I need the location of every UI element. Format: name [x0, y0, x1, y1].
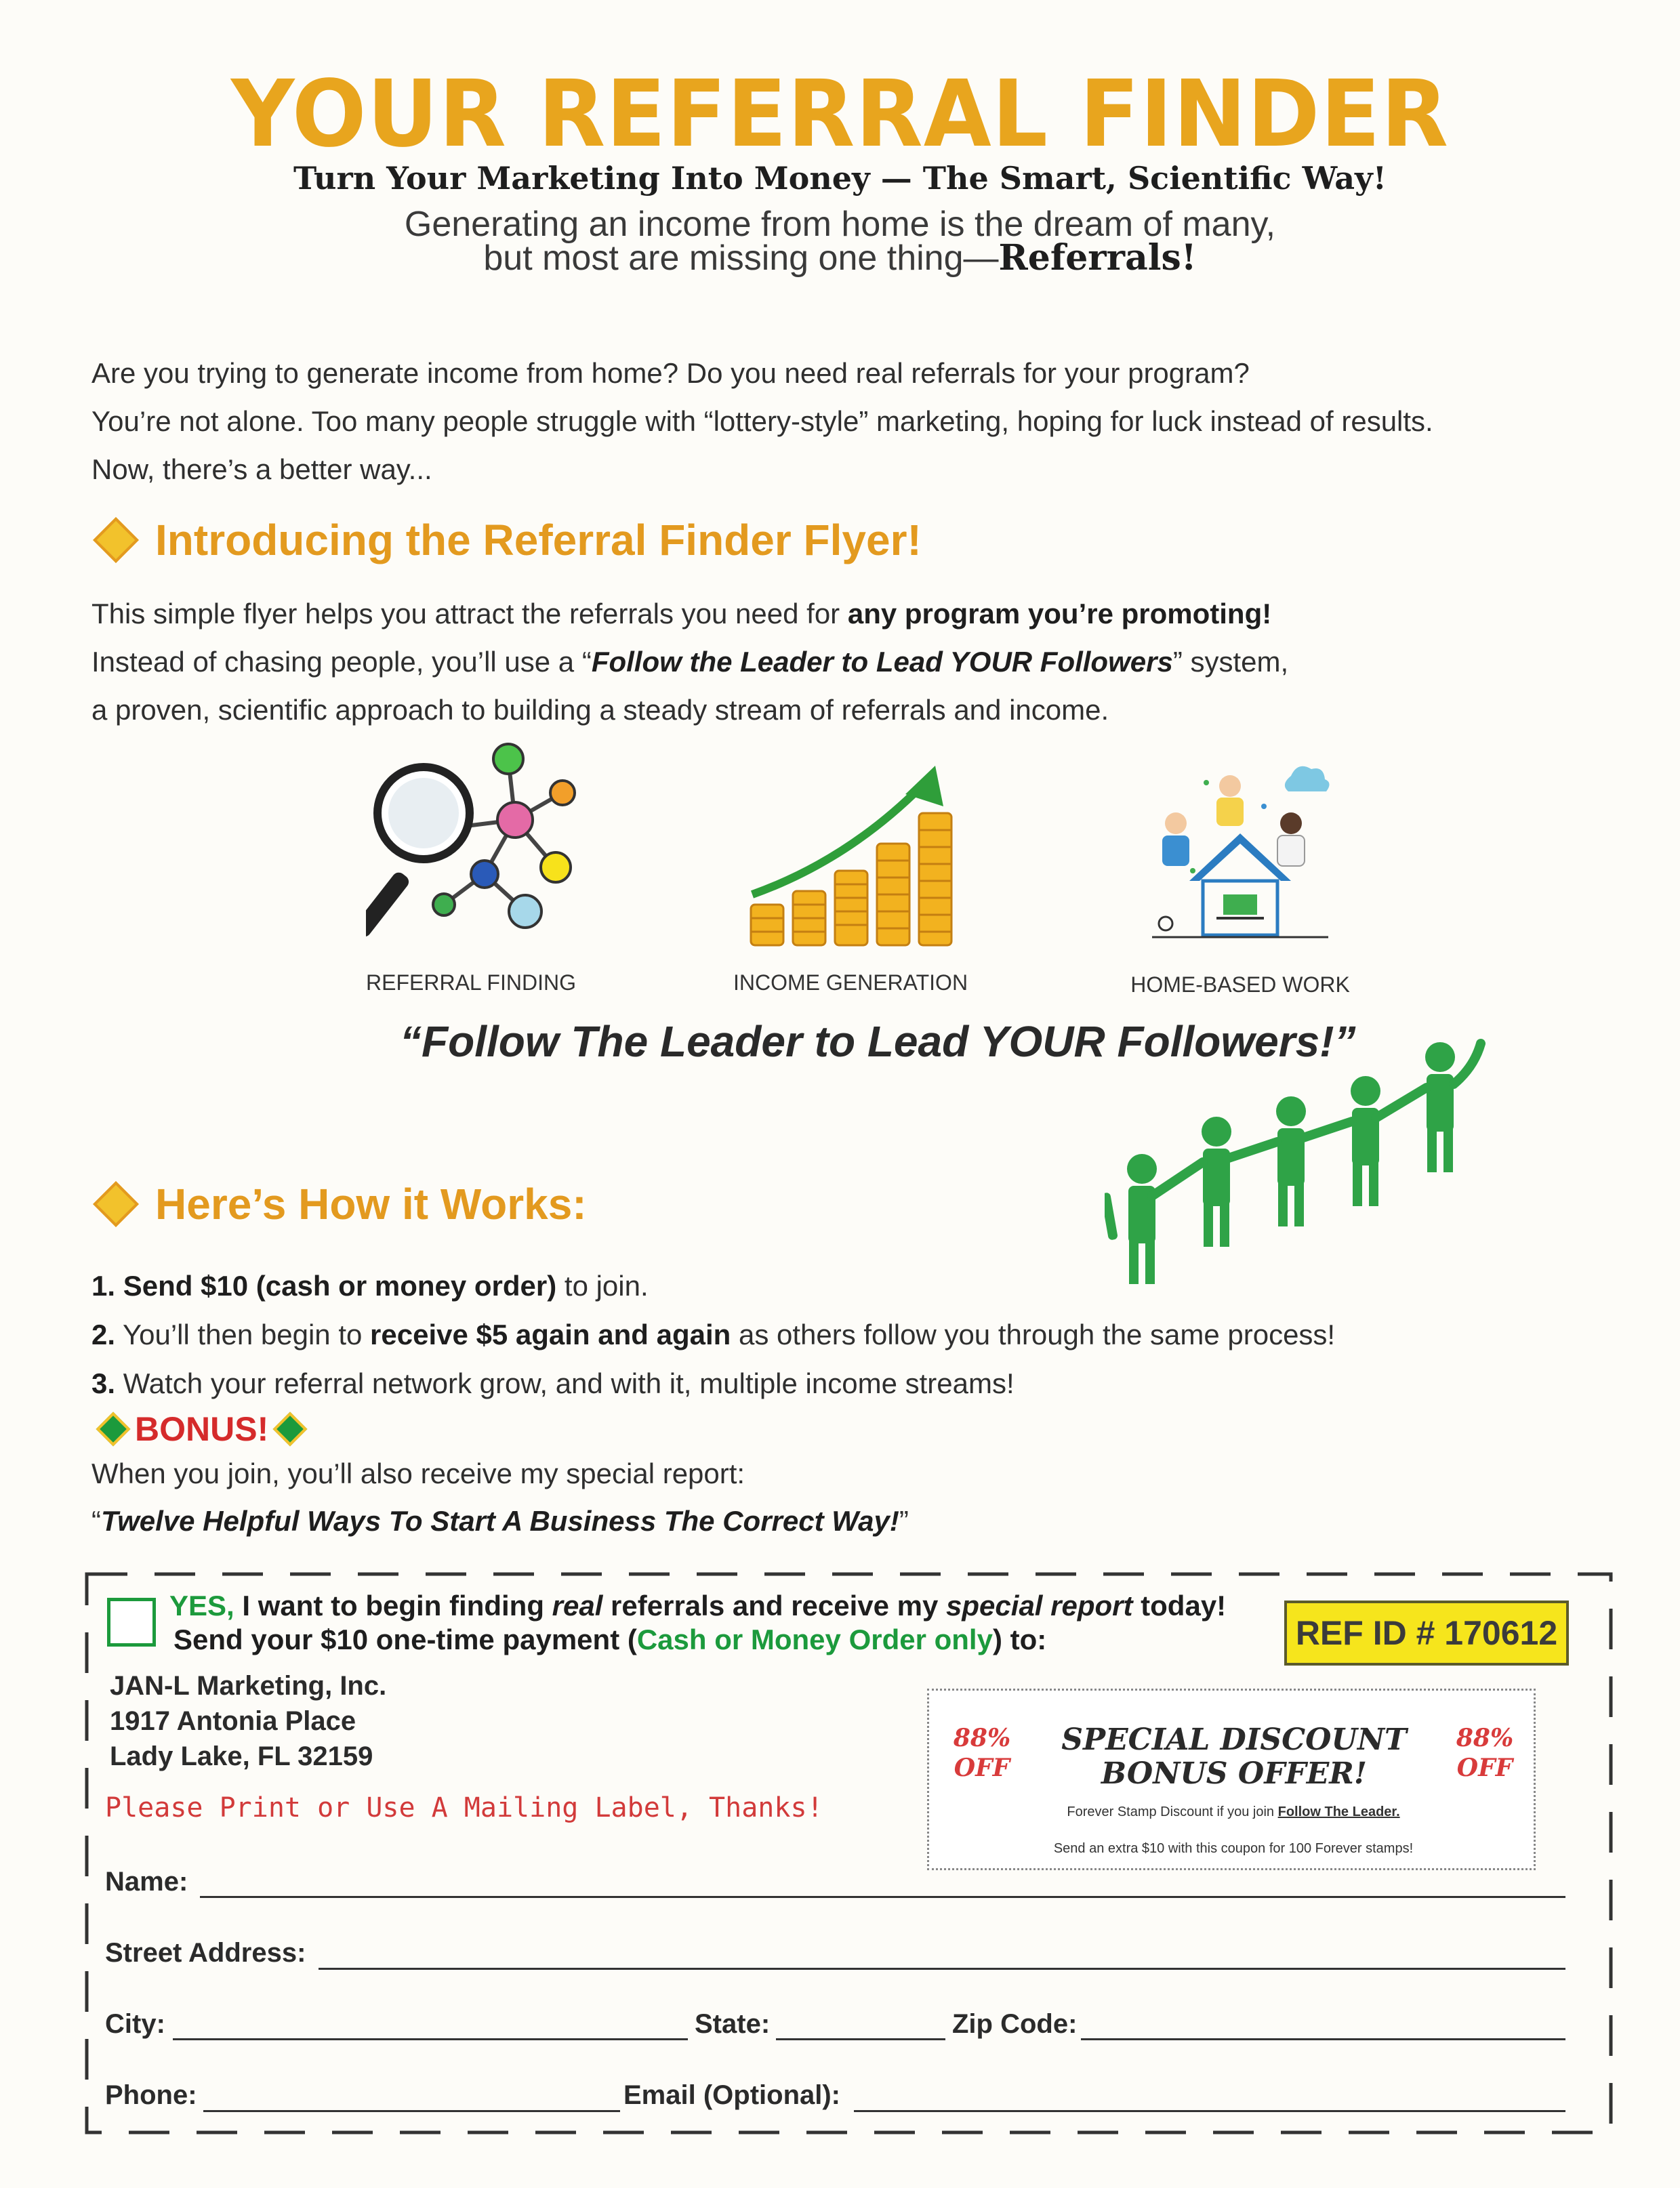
intro-paragraph [91, 349, 1582, 493]
home-based-work-label: HOME-BASED WORK [1130, 972, 1350, 997]
name-input[interactable] [200, 1896, 1565, 1898]
home-work-icon [1139, 756, 1342, 959]
bonus-text [91, 1450, 909, 1545]
magnifier-network-icon [366, 739, 590, 955]
street-label: Street Address: [105, 1938, 306, 1968]
introducing-line-3: a proven, scientific approach to building a steady stream of referrals and income. [91, 694, 1109, 726]
steps-list [91, 1262, 1335, 1408]
step-1: 1. Send $10 (cash or money order) to join. [91, 1270, 649, 1302]
street-input[interactable] [319, 1968, 1565, 1970]
discount-pct-left: 88% OFF [953, 1724, 1011, 1782]
flyer-subtitle: Turn Your Marketing Into Money — The Smart, Scientific Way! [293, 160, 1387, 197]
tagline-bold: Referrals! [998, 237, 1197, 278]
flyer-title: YOUR REFERRAL FINDER [230, 61, 1450, 168]
yes-statement [169, 1589, 1226, 1657]
discount-pct-right: 88% OFF [1456, 1724, 1514, 1782]
phone-input[interactable] [203, 2110, 620, 2112]
intro-line-2: You’re not alone. Too many people struggle with “lottery-style” marketing, hoping for luck instead of results. [91, 405, 1433, 437]
introducing-line-2: Instead of chasing people, you’ll use a “Follow the Leader to Lead YOUR Followers” system, [91, 646, 1289, 678]
tagline [0, 205, 1680, 278]
discount-note-2: Send an extra $10 with this coupon for 100 Forever stamps! [1053, 1841, 1414, 1856]
slogan: “Follow The Leader to Lead YOUR Followers!” [400, 1017, 1356, 1066]
income-generation-label: INCOME GENERATION [733, 970, 968, 995]
tagline-line-2: but most are missing one thing—Referrals! [483, 237, 1197, 278]
introducing-paragraph [91, 590, 1582, 734]
name-label: Name: [105, 1867, 188, 1897]
mailing-address [110, 1668, 386, 1774]
intro-line-3: Now, there’s a better way... [91, 453, 432, 485]
bonus-line-2: “Twelve Helpful Ways To Start A Business The Correct Way!” [91, 1505, 909, 1537]
discount-title: SPECIAL DISCOUNT BONUS OFFER! [1061, 1722, 1407, 1791]
email-label: Email (Optional): [623, 2080, 840, 2110]
zip-input[interactable] [1081, 2038, 1565, 2040]
phone-label: Phone: [105, 2080, 197, 2110]
state-label: State: [695, 2009, 771, 2039]
income-chart-icon [745, 759, 956, 955]
introducing-line-1: This simple flyer helps you attract the referrals you need for any program you’re promoting! [91, 598, 1272, 629]
city-label: City: [105, 2009, 165, 2039]
email-input[interactable] [854, 2110, 1565, 2112]
diamond-icon [273, 1412, 308, 1447]
bonus-line-1: When you join, you’ll also receive my special report: [91, 1458, 745, 1489]
address-line-1: JAN-L Marketing, Inc. [110, 1671, 387, 1701]
tagline-line-1: Generating an income from home is the dream of many, [404, 205, 1276, 244]
zip-label: Zip Code: [952, 2009, 1078, 2039]
print-note: Please Print or Use A Mailing Label, Thanks! [105, 1792, 823, 1823]
referral-finding-label: REFERRAL FINDING [366, 970, 576, 995]
bonus-heading: BONUS! [91, 1409, 312, 1449]
discount-note-1: Forever Stamp Discount if you join Follow The Leader. [1067, 1804, 1400, 1819]
how-heading: Here’s How it Works: [91, 1179, 587, 1229]
yes-line-2: Send your $10 one-time payment (Cash or Money Order only) to: [173, 1624, 1047, 1655]
discount-box [927, 1689, 1536, 1870]
yes-line-1: YES, I want to begin finding real referrals and receive my special report today! [169, 1590, 1227, 1622]
follow-the-leader-icon [1105, 1033, 1498, 1287]
diamond-icon [93, 517, 139, 563]
diamond-icon [96, 1412, 131, 1447]
introducing-heading: Introducing the Referral Finder Flyer! [91, 515, 922, 565]
intro-line-1: Are you trying to generate income from home? Do you need real referrals for your program? [91, 357, 1250, 389]
step-2: 2. You’ll then begin to receive $5 again and again as others follow you through the same process! [91, 1319, 1336, 1350]
state-input[interactable] [776, 2038, 945, 2040]
city-input[interactable] [173, 2038, 688, 2040]
diamond-icon [93, 1181, 139, 1227]
address-line-2: 1917 Antonia Place [110, 1706, 356, 1736]
ref-id-badge: REF ID # 170612 [1284, 1601, 1569, 1666]
yes-checkbox[interactable] [107, 1598, 156, 1647]
step-3: 3. Watch your referral network grow, and with it, multiple income streams! [91, 1367, 1015, 1399]
address-line-3: Lady Lake, FL 32159 [110, 1741, 373, 1771]
